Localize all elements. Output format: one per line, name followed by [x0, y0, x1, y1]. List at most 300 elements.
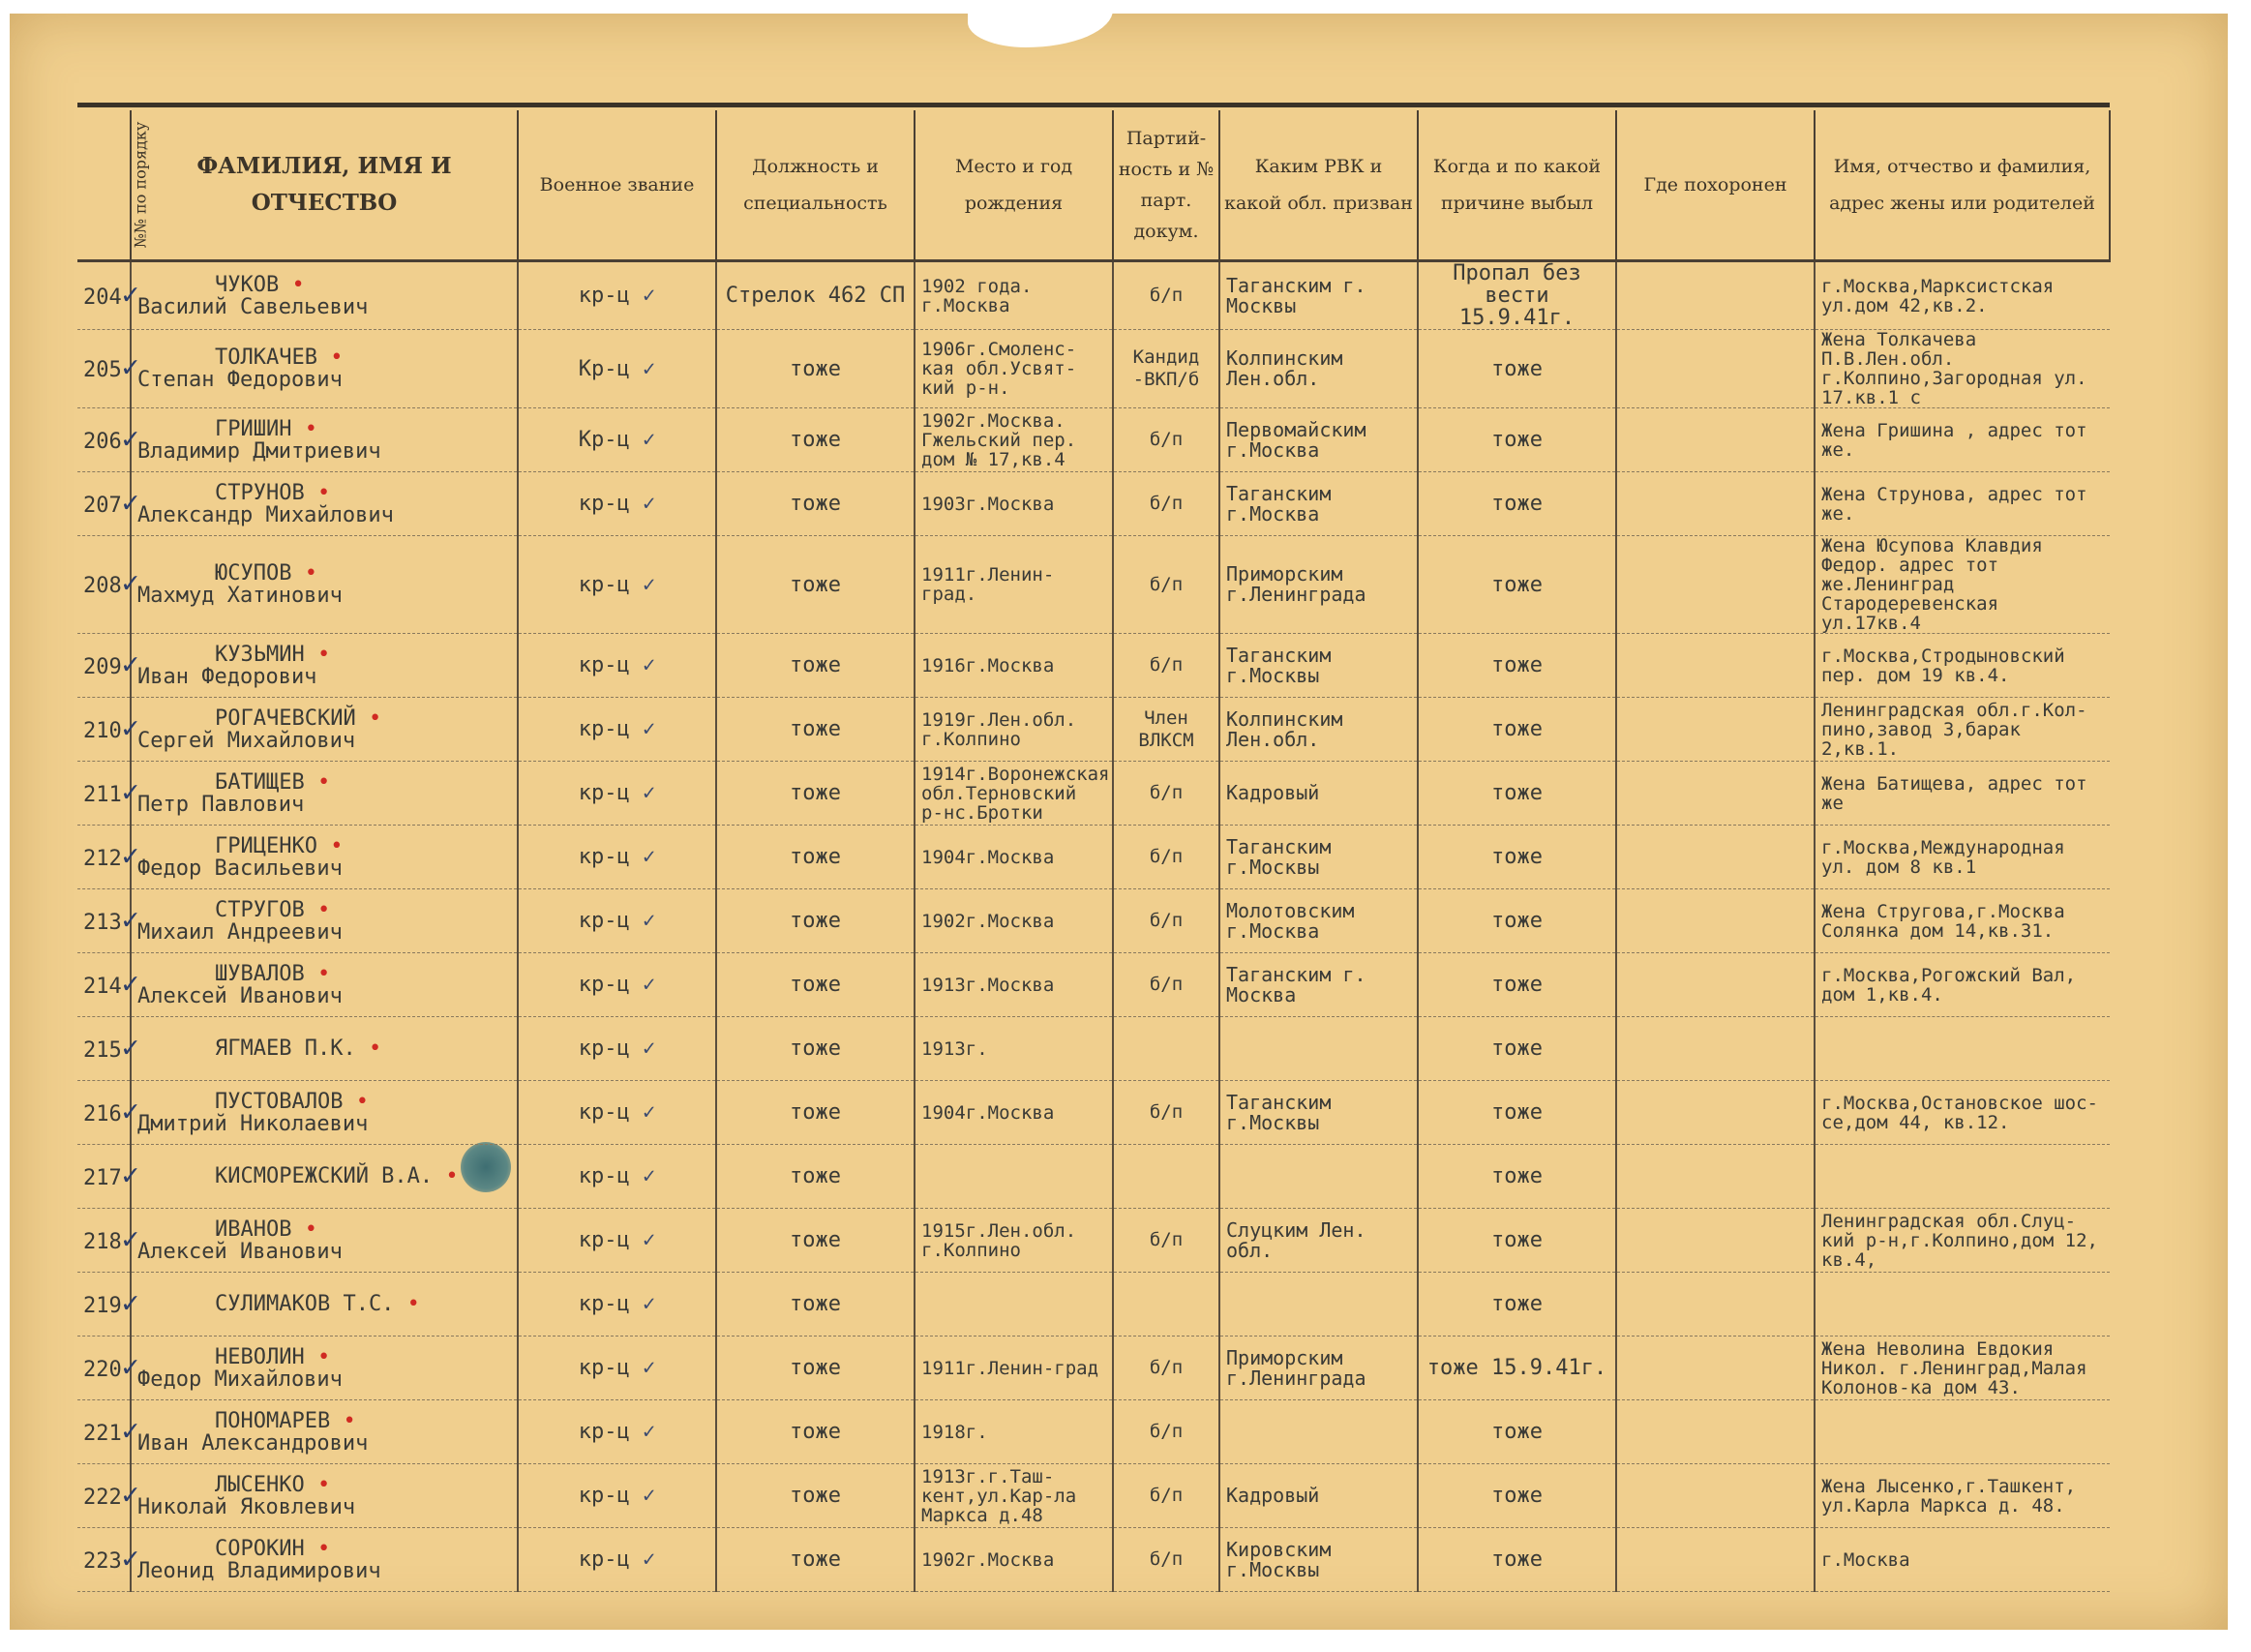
- given-names: Василий Савельевич: [137, 294, 369, 319]
- row-number: [77, 1145, 139, 1209]
- birth-cell: 1914г.Воронежская обл.Терновский р-нс.Бротки: [915, 762, 1113, 826]
- casualty-ledger: [77, 110, 2111, 1592]
- left-cell: Пропал без вести 15.9.41г.: [1418, 261, 1616, 330]
- buried-cell: [1616, 1400, 1815, 1464]
- table-row: [77, 1464, 2110, 1528]
- header-num: №№ по порядку: [77, 110, 131, 261]
- tick-icon: ✓: [642, 1356, 656, 1380]
- relatives-cell: [1815, 1273, 2110, 1337]
- rank: кр-ц: [578, 1036, 630, 1061]
- birth-cell: 1904г.Москва: [915, 826, 1113, 889]
- surname-line: [137, 1538, 511, 1560]
- surname-line: [137, 1037, 511, 1060]
- row-number: [77, 889, 139, 953]
- buried-cell: [1616, 472, 1815, 536]
- relatives-cell: Жена Стругова,г.Москва Солянка дом 14,кв.31.: [1815, 889, 2110, 953]
- left-cell: тоже: [1418, 1017, 1616, 1081]
- given-names: Владимир Дмитриевич: [137, 438, 381, 464]
- tick-icon: ✓: [642, 653, 656, 677]
- row-number: [77, 1081, 139, 1145]
- row-number-text: 205: [83, 358, 122, 382]
- left-cell: тоже: [1418, 1081, 1616, 1145]
- rank-cell: [518, 1209, 716, 1273]
- party-cell: б/п: [1113, 1337, 1219, 1400]
- red-mark-icon: •: [291, 1216, 317, 1242]
- rank: кр-ц: [578, 284, 630, 308]
- post-cell: тоже: [716, 953, 915, 1017]
- row-number: [77, 1337, 139, 1400]
- red-mark-icon: •: [304, 897, 331, 922]
- left-cell: тоже: [1418, 698, 1616, 762]
- given-names: Иван Александрович: [137, 1430, 369, 1456]
- check-mark-icon: ✓: [121, 710, 139, 745]
- surname: ЛЫСЕНКО: [215, 1472, 305, 1497]
- buried-cell: [1616, 1273, 1815, 1337]
- tick-icon: ✓: [642, 1547, 656, 1572]
- surname: ЮСУПОВ: [215, 561, 292, 586]
- red-mark-icon: •: [394, 1292, 420, 1316]
- check-mark-icon: ✓: [121, 350, 139, 384]
- table-row: [77, 1273, 2110, 1337]
- given-names: Алексей Иванович: [137, 1239, 343, 1264]
- surname: РОГАЧЕВСКИЙ: [215, 706, 356, 731]
- left-cell: тоже: [1418, 472, 1616, 536]
- red-mark-icon: •: [291, 561, 317, 586]
- full-name-cell: [131, 330, 518, 408]
- row-number: [77, 1400, 139, 1464]
- given-names: Леонид Владимирович: [137, 1558, 381, 1583]
- header-relatives: Имя, отчество и фамилия, адрес жены или родителей: [1815, 110, 2110, 261]
- red-mark-icon: •: [343, 1089, 369, 1114]
- post-cell: тоже: [716, 1273, 915, 1337]
- relatives-cell: Ленинградская обл.Слуц-кий р-н,г.Колпино,дом 12, кв.4,: [1815, 1209, 2110, 1273]
- post-cell: тоже: [716, 1145, 915, 1209]
- full-name-cell: [131, 698, 518, 762]
- header-party: Партий-ность и № парт. докум.: [1113, 110, 1219, 261]
- tick-icon: ✓: [642, 781, 656, 805]
- header-rank: Военное звание: [518, 110, 716, 261]
- party-cell: б/п: [1113, 1400, 1219, 1464]
- birth-cell: 1913г.г.Таш-кент,ул.Кар-ла Маркса д.48: [915, 1464, 1113, 1528]
- birth-cell: [915, 1145, 1113, 1209]
- left-cell: тоже: [1418, 1400, 1616, 1464]
- buried-cell: [1616, 826, 1815, 889]
- row-number-text: 213: [83, 910, 122, 935]
- rvk-cell: Молотовским г.Москва: [1219, 889, 1418, 953]
- tick-icon: ✓: [642, 1484, 656, 1508]
- party-cell: Член ВЛКСМ: [1113, 698, 1219, 762]
- rank: кр-ц: [578, 1484, 630, 1508]
- surname: ИВАНОВ: [215, 1216, 292, 1242]
- buried-cell: [1616, 408, 1815, 472]
- tick-icon: ✓: [642, 973, 656, 997]
- header-birth: Место и год рождения: [915, 110, 1113, 261]
- birth-cell: 1915г.Лен.обл. г.Колпино: [915, 1209, 1113, 1273]
- full-name-cell: [131, 889, 518, 953]
- rvk-cell: Таганским г.Москва: [1219, 472, 1418, 536]
- tick-icon: ✓: [642, 356, 656, 381]
- check-mark-icon: ✓: [121, 1413, 139, 1448]
- table-row: [77, 889, 2110, 953]
- rank-cell: [518, 1273, 716, 1337]
- red-mark-icon: •: [304, 961, 331, 986]
- surname-line: [137, 771, 511, 794]
- check-mark-icon: ✓: [121, 646, 139, 681]
- rank-cell: [518, 1464, 716, 1528]
- birth-cell: 1904г.Москва: [915, 1081, 1113, 1145]
- surname-line: [137, 899, 511, 921]
- check-mark-icon: ✓: [121, 902, 139, 937]
- post-cell: тоже: [716, 1081, 915, 1145]
- rvk-cell: Таганским г. Москвы: [1219, 261, 1418, 330]
- left-cell: тоже 15.9.41г.: [1418, 1337, 1616, 1400]
- birth-cell: 1902 года. г.Москва: [915, 261, 1113, 330]
- surname-line: [137, 1218, 511, 1241]
- birth-cell: 1918г.: [915, 1400, 1113, 1464]
- relatives-cell: Жена Струнова, адрес тот же.: [1815, 472, 2110, 536]
- birth-cell: 1913г.Москва: [915, 953, 1113, 1017]
- full-name-cell: [131, 1464, 518, 1528]
- post-cell: Стрелок 462 СП: [716, 261, 915, 330]
- post-cell: тоже: [716, 826, 915, 889]
- surname-line: [137, 707, 511, 730]
- full-name-cell: [131, 826, 518, 889]
- header-name: ФАМИЛИЯ, ИМЯ И ОТЧЕСТВО: [131, 110, 518, 261]
- given-names: Дмитрий Николаевич: [137, 1111, 369, 1136]
- rank-cell: [518, 762, 716, 826]
- surname: ПОНОМАРЕВ: [215, 1408, 331, 1433]
- check-mark-icon: ✓: [121, 485, 139, 520]
- post-cell: тоже: [716, 762, 915, 826]
- surname: КУЗЬМИН: [215, 642, 305, 667]
- left-cell: тоже: [1418, 889, 1616, 953]
- birth-cell: 1911г.Ленин-град.: [915, 536, 1113, 634]
- post-cell: тоже: [716, 1017, 915, 1081]
- row-number-text: 216: [83, 1101, 122, 1126]
- party-cell: б/п: [1113, 889, 1219, 953]
- table-row: [77, 762, 2110, 826]
- rvk-cell: Таганским г. Москва: [1219, 953, 1418, 1017]
- left-cell: тоже: [1418, 536, 1616, 634]
- check-mark-icon: ✓: [121, 277, 139, 312]
- left-cell: тоже: [1418, 634, 1616, 698]
- red-mark-icon: •: [355, 1036, 382, 1061]
- rvk-cell: Таганским г.Москвы: [1219, 1081, 1418, 1145]
- party-cell: б/п: [1113, 762, 1219, 826]
- given-names: Махмуд Хатинович: [137, 584, 343, 608]
- birth-cell: 1906г.Смоленс-кая обл.Усвят-кий р-н.: [915, 330, 1113, 408]
- row-number: [77, 762, 139, 826]
- post-cell: тоже: [716, 1528, 915, 1592]
- rvk-cell: Первомайским г.Москва: [1219, 408, 1418, 472]
- rvk-cell: Кадровый: [1219, 762, 1418, 826]
- party-cell: б/п: [1113, 826, 1219, 889]
- birth-cell: 1903г.Москва: [915, 472, 1113, 536]
- left-cell: тоже: [1418, 1209, 1616, 1273]
- table-row: [77, 1209, 2110, 1273]
- birth-cell: 1902г.Москва: [915, 889, 1113, 953]
- check-mark-icon: ✓: [121, 1477, 139, 1512]
- table-row: [77, 330, 2110, 408]
- left-cell: тоже: [1418, 1464, 1616, 1528]
- birth-cell: [915, 1273, 1113, 1337]
- relatives-cell: г.Москва,Рогожский Вал, дом 1,кв.4.: [1815, 953, 2110, 1017]
- left-cell: тоже: [1418, 1528, 1616, 1592]
- tick-icon: ✓: [642, 1228, 656, 1252]
- top-rule: [77, 103, 2110, 107]
- red-mark-icon: •: [330, 1408, 356, 1433]
- party-cell: б/п: [1113, 472, 1219, 536]
- buried-cell: [1616, 261, 1815, 330]
- surname: ЯГМАЕВ П.К.: [215, 1036, 356, 1061]
- buried-cell: [1616, 953, 1815, 1017]
- party-cell: б/п: [1113, 1464, 1219, 1528]
- row-number: [77, 953, 139, 1017]
- given-names: Федор Васильевич: [137, 856, 343, 881]
- tick-icon: ✓: [642, 1036, 656, 1061]
- rvk-cell: [1219, 1400, 1418, 1464]
- full-name-cell: [131, 634, 518, 698]
- rank-cell: [518, 330, 716, 408]
- birth-cell: 1902г.Москва. Гжельский пер. дом № 17,кв.4: [915, 408, 1113, 472]
- buried-cell: [1616, 1145, 1815, 1209]
- rank-cell: [518, 1081, 716, 1145]
- check-mark-icon: ✓: [121, 1349, 139, 1384]
- check-mark-icon: ✓: [121, 1541, 139, 1576]
- left-cell: тоже: [1418, 408, 1616, 472]
- row-number: [77, 1464, 139, 1528]
- relatives-cell: г.Москва,Международная ул. дом 8 кв.1: [1815, 826, 2110, 889]
- left-cell: тоже: [1418, 1145, 1616, 1209]
- rvk-cell: Слуцким Лен. обл.: [1219, 1209, 1418, 1273]
- surname: НЕВОЛИН: [215, 1344, 305, 1369]
- buried-cell: [1616, 1081, 1815, 1145]
- surname-line: [137, 418, 511, 440]
- given-names: Александр Михайлович: [137, 502, 394, 527]
- rank: кр-ц: [578, 1356, 630, 1380]
- header-buried: Где похоронен: [1616, 110, 1815, 261]
- party-cell: Кандид -ВКП/б: [1113, 330, 1219, 408]
- surname: ТОЛКАЧЕВ: [215, 345, 317, 370]
- buried-cell: [1616, 536, 1815, 634]
- rank-cell: [518, 698, 716, 762]
- row-number-text: 206: [83, 429, 122, 454]
- row-number-text: 221: [83, 1421, 122, 1446]
- check-mark-icon: ✓: [121, 1030, 139, 1065]
- check-mark-icon: ✓: [121, 421, 139, 456]
- rank: кр-ц: [578, 1292, 630, 1316]
- relatives-cell: Жена Юсупова Клавдия Федор. адрес тот же.Ленинград Стародеревенская ул.17кв.4: [1815, 536, 2110, 634]
- full-name-cell: [131, 1017, 518, 1081]
- tick-icon: ✓: [642, 428, 656, 452]
- relatives-cell: г.Москва,Стродыновский пер. дом 19 кв.4.: [1815, 634, 2110, 698]
- red-mark-icon: •: [304, 1344, 331, 1369]
- given-names: Иван Федорович: [137, 664, 317, 689]
- party-cell: б/п: [1113, 408, 1219, 472]
- party-cell: [1113, 1273, 1219, 1337]
- row-number: [77, 634, 139, 698]
- check-mark-icon: ✓: [121, 1094, 139, 1128]
- check-mark-icon: ✓: [121, 566, 139, 600]
- surname-line: [137, 562, 511, 585]
- post-cell: тоже: [716, 1400, 915, 1464]
- tick-icon: ✓: [642, 1164, 656, 1188]
- full-name-cell: [131, 1337, 518, 1400]
- table-row: [77, 1145, 2110, 1209]
- rank: кр-ц: [578, 1228, 630, 1252]
- full-name-cell: [131, 1081, 518, 1145]
- left-cell: тоже: [1418, 953, 1616, 1017]
- table-row: [77, 536, 2110, 634]
- rank-cell: [518, 634, 716, 698]
- surname: КИСМОРЕЖСКИЙ В.А.: [215, 1164, 434, 1188]
- row-number: [77, 330, 139, 408]
- rvk-cell: Приморским г.Ленинграда: [1219, 1337, 1418, 1400]
- table-row: [77, 1337, 2110, 1400]
- buried-cell: [1616, 1017, 1815, 1081]
- rank: кр-ц: [578, 1100, 630, 1125]
- tick-icon: ✓: [642, 909, 656, 933]
- row-number: [77, 1209, 139, 1273]
- given-names: Степан Федорович: [137, 368, 343, 392]
- relatives-cell: [1815, 1017, 2110, 1081]
- full-name-cell: [131, 953, 518, 1017]
- row-number: [77, 1017, 139, 1081]
- red-mark-icon: •: [304, 769, 331, 795]
- rank-cell: [518, 1145, 716, 1209]
- surname-line: [137, 835, 511, 857]
- document-sheet: [10, 14, 2228, 1630]
- surname-line: [137, 1293, 511, 1315]
- rvk-cell: Кадровый: [1219, 1464, 1418, 1528]
- rvk-cell: [1219, 1145, 1418, 1209]
- rank: кр-ц: [578, 909, 630, 933]
- row-number-text: 209: [83, 654, 122, 679]
- surname-line: [137, 346, 511, 369]
- red-mark-icon: •: [304, 1472, 331, 1497]
- given-names: Алексей Иванович: [137, 983, 343, 1008]
- row-number: [77, 261, 139, 330]
- rank-cell: [518, 953, 716, 1017]
- red-mark-icon: •: [279, 272, 305, 297]
- birth-cell: 1919г.Лен.обл. г.Колпино: [915, 698, 1113, 762]
- rank: кр-ц: [578, 492, 630, 516]
- post-cell: тоже: [716, 330, 915, 408]
- relatives-cell: Жена Толкачева П.В.Лен.обл. г.Колпино,Загородная ул. 17.кв.1 с: [1815, 330, 2110, 408]
- tick-icon: ✓: [642, 572, 656, 597]
- row-number-text: 219: [83, 1293, 122, 1318]
- rank-cell: [518, 1337, 716, 1400]
- relatives-cell: Жена Гришина , адрес тот же.: [1815, 408, 2110, 472]
- surname: СОРОКИН: [215, 1536, 305, 1561]
- tick-icon: ✓: [642, 1100, 656, 1125]
- red-mark-icon: •: [433, 1164, 459, 1188]
- relatives-cell: [1815, 1145, 2110, 1209]
- row-number-text: 211: [83, 782, 122, 807]
- table-row: [77, 1528, 2110, 1592]
- check-mark-icon: ✓: [121, 1285, 139, 1320]
- left-cell: тоже: [1418, 826, 1616, 889]
- rvk-cell: Кировским г.Москвы: [1219, 1528, 1418, 1592]
- party-cell: б/п: [1113, 634, 1219, 698]
- rank: кр-ц: [578, 572, 630, 597]
- tick-icon: ✓: [642, 492, 656, 516]
- surname: ГРИШИН: [215, 416, 292, 441]
- rank: кр-ц: [578, 653, 630, 677]
- tick-icon: ✓: [642, 845, 656, 869]
- rank: Кр-ц: [578, 428, 630, 452]
- surname-line: [137, 1091, 511, 1113]
- party-cell: б/п: [1113, 1209, 1219, 1273]
- ledger-body: [77, 261, 2110, 1592]
- surname: БАТИЩЕВ: [215, 769, 305, 795]
- post-cell: тоже: [716, 536, 915, 634]
- rank: кр-ц: [578, 845, 630, 869]
- tick-icon: ✓: [642, 717, 656, 741]
- table-row: [77, 1017, 2110, 1081]
- party-cell: б/п: [1113, 953, 1219, 1017]
- full-name-cell: [131, 1273, 518, 1337]
- given-names: Николай Яковлевич: [137, 1494, 356, 1519]
- row-number-text: 214: [83, 974, 122, 999]
- red-mark-icon: •: [304, 1536, 331, 1561]
- surname-line: [137, 274, 511, 296]
- row-number: [77, 1273, 139, 1337]
- surname: СТРУГОВ: [215, 897, 305, 922]
- post-cell: тоже: [716, 408, 915, 472]
- rank-cell: [518, 408, 716, 472]
- party-cell: б/п: [1113, 536, 1219, 634]
- check-mark-icon: ✓: [121, 1221, 139, 1256]
- table-row: [77, 261, 2110, 330]
- given-names: Михаил Андреевич: [137, 919, 343, 945]
- relatives-cell: г.Москва,Остановское шос-се,дом 44, кв.12.: [1815, 1081, 2110, 1145]
- header-left: Когда и по какой причине выбыл: [1418, 110, 1616, 261]
- tick-icon: ✓: [642, 284, 656, 308]
- left-cell: тоже: [1418, 762, 1616, 826]
- post-cell: тоже: [716, 634, 915, 698]
- full-name-cell: [131, 472, 518, 536]
- rank: кр-ц: [578, 781, 630, 805]
- surname: ГРИЦЕНКО: [215, 833, 317, 858]
- relatives-cell: Жена Неволина Евдокия Никол. г.Ленинград,Малая Колонов-ка дом 43.: [1815, 1337, 2110, 1400]
- surname: ЧУКОВ: [215, 272, 280, 297]
- buried-cell: [1616, 1464, 1815, 1528]
- surname: СУЛИМАКОВ Т.С.: [215, 1292, 395, 1316]
- row-number: [77, 1528, 139, 1592]
- full-name-cell: [131, 408, 518, 472]
- rvk-cell: Таганским г.Москвы: [1219, 634, 1418, 698]
- post-cell: тоже: [716, 1337, 915, 1400]
- table-row: [77, 1081, 2110, 1145]
- rank-cell: [518, 826, 716, 889]
- left-cell: тоже: [1418, 330, 1616, 408]
- red-mark-icon: •: [316, 833, 344, 858]
- surname-line: [137, 1410, 511, 1432]
- rank-cell: [518, 261, 716, 330]
- rank: кр-ц: [578, 717, 630, 741]
- full-name-cell: [131, 536, 518, 634]
- buried-cell: [1616, 634, 1815, 698]
- full-name-cell: [131, 261, 518, 330]
- rvk-cell: Таганским г.Москвы: [1219, 826, 1418, 889]
- rank-cell: [518, 1528, 716, 1592]
- full-name-cell: [131, 762, 518, 826]
- party-cell: б/п: [1113, 1081, 1219, 1145]
- row-number-text: 212: [83, 846, 122, 871]
- rvk-cell: Колпинским Лен.обл.: [1219, 698, 1418, 762]
- full-name-cell: [131, 1528, 518, 1592]
